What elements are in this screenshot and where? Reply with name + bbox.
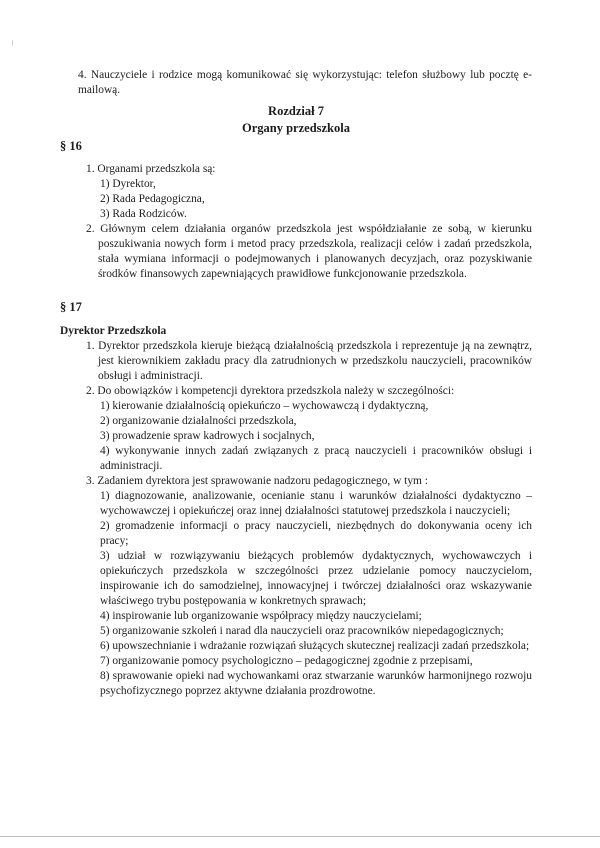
document-body [60,68,532,699]
chapter-number: Rozdział 7 [268,104,324,118]
organ-item: 2) Rada Pedagogiczna, [100,193,205,205]
task-item: 1) diagnozowanie, analizowanie, ocenianie stanu i warunków działalności dydaktyczno – wychowawczej i opiekuńczej oraz innej działalności statutowej przedszkola i nauczycieli; [100,490,532,517]
margin-mark [12,40,13,46]
section-16-mark: § 16 [60,139,82,153]
s17-item-1: 1. Dyrektor przedszkola kieruje bieżącą działalnością przedszkola i reprezentuje ją na zewnątrz, jest kierownikiem zakładu pracy dla zatrudnionych w przedszkolu nauczycieli, pracowników obsługi i administracji. [86,340,532,382]
s17-item-3: 3. Zadaniem dyrektora jest sprawowanie nadzoru pedagogicznego, w tym : [86,475,428,487]
task-item: 6) upowszechnianie i wdrażanie rozwiązań służących skutecznej realizacji zadań przedszkola; [100,640,530,652]
intro-paragraph: 4. Nauczyciele i rodzice mogą komunikować się wykorzystując: telefon służbowy lub pocztę e-mailową. [78,69,532,96]
s17-item-2: 2. Do obowiązków i kompetencji dyrektora przedszkola należy w szczególności: [86,385,455,397]
task-item: 5) organizowanie szkoleń i narad dla nauczycieli oraz pracowników niepedagogicznych; [100,625,504,637]
s16-item-2: 2. Głównym celem działania organów przedszkola jest współdziałanie ze sobą, w kierunku poszukiwania nowych form i metod pracy przedszkola, realizacji celów i zadań przedszkola, stała wymiana informacji o podejmowanych i planowanych decyzjach, oraz pozyskiwanie środków finansowych zapewniających prawidłowe funkcjonowanie przedszkola. [86,223,532,280]
page-bottom-border [0,836,600,837]
task-item: 3) udział w rozwiązywaniu bieżących problemów dydaktycznych, wychowawczych i opiekuńczych przedszkola w szczególności przez udzielanie pomocy nauczycielom, inspirowanie ich do samodzielnej, innowacyjnej i twórczej działalności oraz wskazywanie właściwego trybu postępowania w konkretnych sprawach; [100,550,532,607]
duty-item: 2) organizowanie działalności przedszkola, [100,415,297,427]
organ-item: 3) Rada Rodziców. [100,208,187,220]
task-item: 4) inspirowanie lub organizowanie współpracy między nauczycielami; [100,610,422,622]
organ-item: 1) Dyrektor, [100,178,156,190]
director-heading: Dyrektor Przedszkola [60,325,167,337]
duty-item: 1) kierowanie działalnością opiekuńczo – wychowawczą i dydaktyczną, [100,400,429,412]
task-item: 2) gromadzenie informacji o pracy nauczycieli, niezbędnych do dokonywania oceny ich pracy; [100,520,532,547]
section-17-mark: § 17 [60,300,82,314]
task-item: 8) sprawowanie opieki nad wychowankami oraz stwarzanie warunków harmonijnego rozwoju psychofizycznego poprzez aktywne działania prozdrowotne. [100,670,532,697]
duty-item: 4) wykonywanie innych zadań związanych z pracą nauczycieli i pracowników obsługi i administracji. [100,445,532,472]
task-item: 7) organizowanie pomocy psychologiczno – pedagogicznej zgodnie z przepisami, [100,655,473,667]
duty-item: 3) prowadzenie spraw kadrowych i socjalnych, [100,430,315,442]
s16-item-1: 1. Organami przedszkola są: [86,163,216,175]
chapter-title: Organy przedszkola [242,121,350,135]
